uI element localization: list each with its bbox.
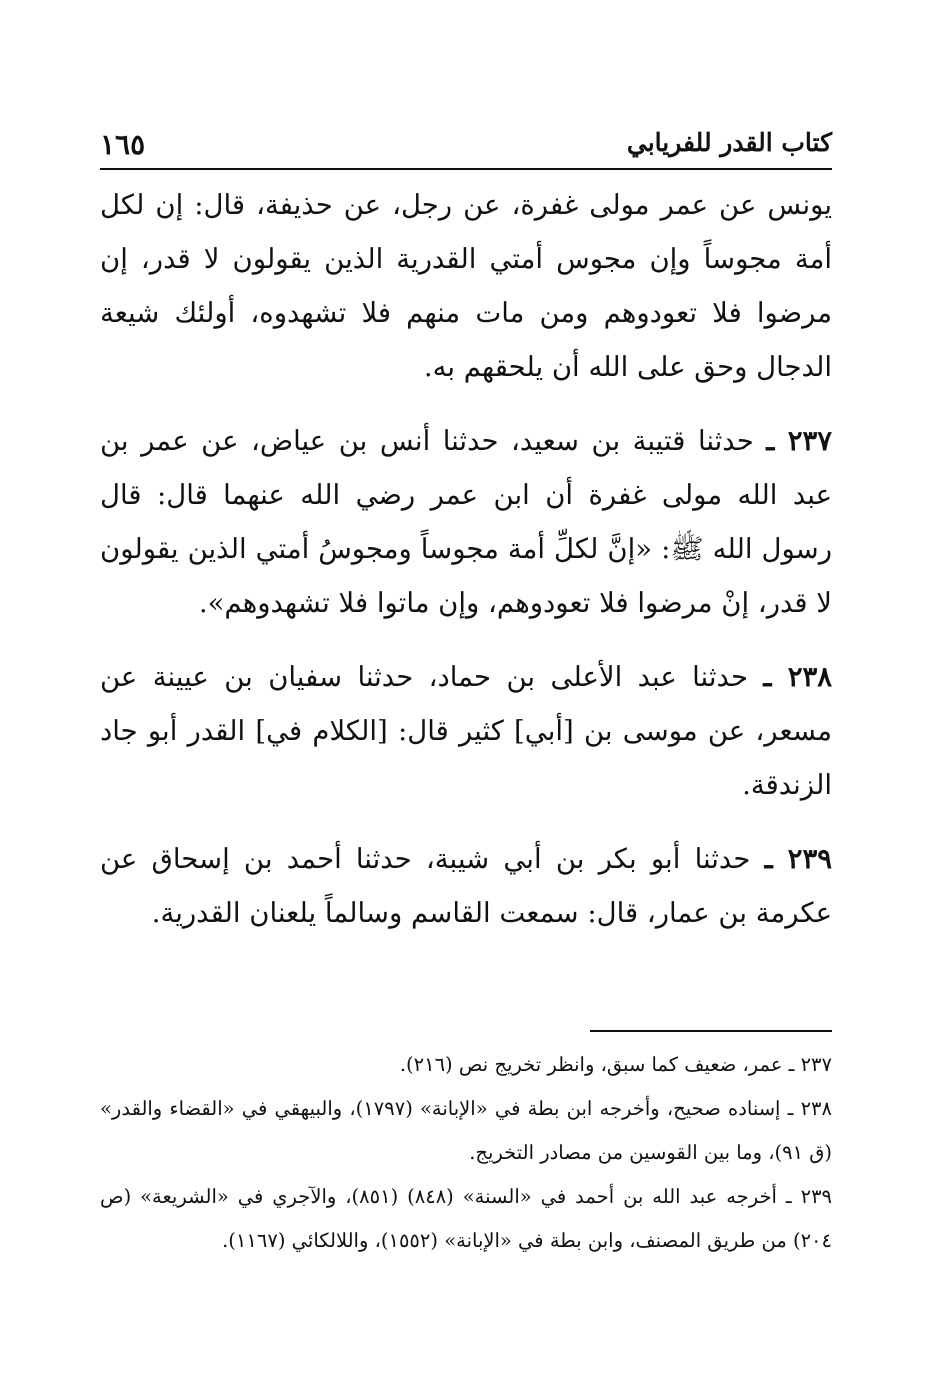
hadith-number: ٢٣٨ ـ: [763, 661, 832, 693]
footnote-239: [100, 1175, 832, 1263]
footnote-text: عمر، ضعيف كما سبق، وانظر تخريج نص (٢١٦).: [399, 1053, 783, 1076]
paragraph-text: يونس عن عمر مولى غفرة، عن رجل، عن حذيفة، قال: إن لكل أمة مجوساً وإن مجوس أمتي القدرية الذين يقولون لا قدر، إن مرضوا فلا تعودوهم ومن مات منهم فلا تشهدوه، أولئك شيعة الدجال وحق على الله أن يلحقهم به.: [100, 189, 832, 383]
footnote-237: [100, 1043, 832, 1087]
footnote-number: ٢٣٨ ـ: [787, 1097, 832, 1120]
book-title: كتاب القدر للفريابي: [626, 128, 832, 157]
hadith-237: [100, 414, 832, 630]
hadith-text: حدثنا قتيبة بن سعيد، حدثنا أنس بن عياض، عن عمر بن عبد الله مولى غفرة أن ابن عمر رضي الله عنهما قال: قال رسول الله ﷺ: «إنَّ لكلِّ أمة مجوساً ومجوسُ أمتي الذين يقولون لا قدر، إنْ مرضوا فلا تعودوهم، وإن ماتوا فلا تشهدوهم».: [100, 425, 832, 619]
running-header: [100, 128, 832, 168]
footnote-rule: [590, 1030, 832, 1032]
hadith-number: ٢٣٩ ـ: [764, 843, 832, 875]
footnote-238: [100, 1087, 832, 1175]
hadith-text: حدثنا عبد الأعلى بن حماد، حدثنا سفيان بن عيينة عن مسعر، عن موسى بن [أبي] كثير قال: [الكلام في] القدر أبو جاد الزندقة.: [100, 661, 832, 801]
footnote-number: ٢٣٧ ـ: [788, 1053, 832, 1076]
footnote-text: أخرجه عبد الله بن أحمد في «السنة» (٨٤٨) (٨٥١)، والآجري في «الشريعة» (ص ٢٠٤) من طريق المصنف، وابن بطة في «الإبانة» (١٥٥٢)، واللالكائي (١١٦٧).: [100, 1185, 832, 1252]
page-number: ١٦٥: [100, 128, 146, 161]
footnote-text: إسناده صحيح، وأخرجه ابن بطة في «الإبانة» (١٧٩٧)، والبيهقي في «القضاء والقدر» (ق ٩١)، وما بين القوسين من مصادر التخريج.: [100, 1097, 832, 1164]
hadith-238: [100, 650, 832, 812]
header-rule: [100, 168, 832, 170]
main-text: [100, 178, 832, 940]
hadith-number: ٢٣٧ ـ: [766, 425, 833, 457]
hadith-text: حدثنا أبو بكر بن أبي شيبة، حدثنا أحمد بن إسحاق عن عكرمة بن عمار، قال: سمعت القاسم وسالماً يلعنان القدرية.: [100, 843, 832, 929]
footnotes: [100, 1043, 832, 1263]
paragraph-continued: [100, 178, 832, 394]
hadith-239: [100, 832, 832, 940]
footnote-number: ٢٣٩ ـ: [785, 1185, 833, 1208]
